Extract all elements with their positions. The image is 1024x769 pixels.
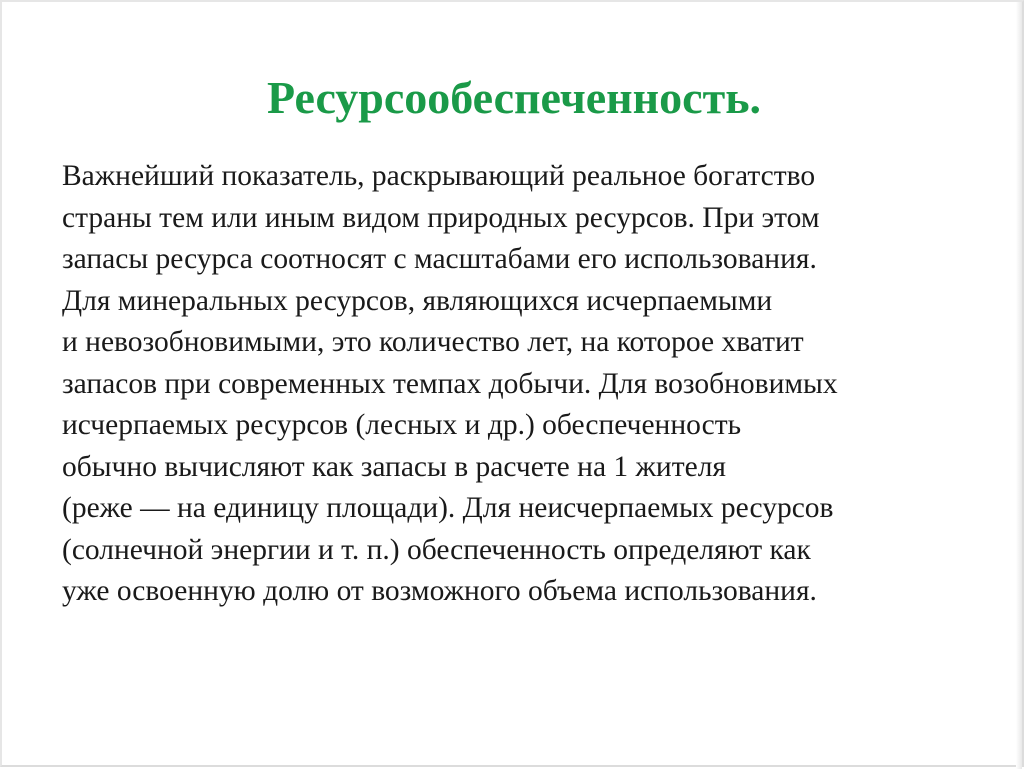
body-line: обычно вычисляют как запасы в расчете на 1 жителя [62, 450, 726, 483]
body-line: (реже — на единицу площади). Для неисчерпаемых ресурсов [62, 492, 834, 524]
slide-body-text [62, 156, 982, 613]
body-line: уже освоенную долю от возможного объема использования. [62, 575, 817, 607]
body-line: и невозобновимыми, это количество лет, на которое хватит [62, 326, 804, 358]
body-line: Для минеральных ресурсов, являющихся исчерпаемыми [62, 284, 773, 317]
body-line: страны тем или иным видом природных ресурсов. При этом [62, 201, 820, 234]
body-line: исчерпаемых ресурсов (лесных и др.) обеспеченность [62, 409, 742, 441]
body-line: Важнейший показатель, раскрывающий реальное богатство [62, 160, 816, 192]
slide-title: Ресурсообеспеченность. [266, 72, 762, 123]
body-line: запасы ресурса соотносят с масштабами его использования. [62, 243, 817, 275]
body-line: запасов при современных темпах добычи. Для возобновимых [62, 367, 838, 400]
body-line: (солнечной энергии и т. п.) обеспеченность определяют как [62, 533, 811, 566]
